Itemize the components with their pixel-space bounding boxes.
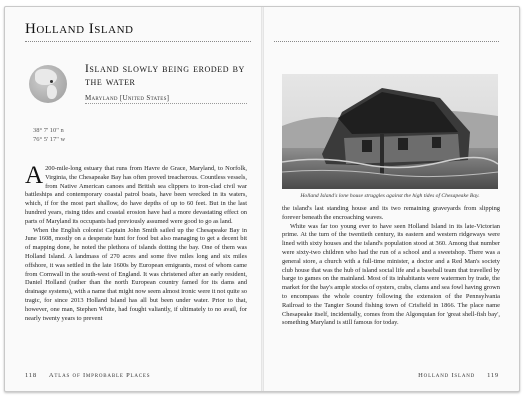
latitude: 38° 7' 10" n (33, 127, 64, 134)
photo-caption: Holland Island's lone house struggles against the high tides of Chesapeake Bay. (300, 193, 480, 199)
globe-locator-map (29, 65, 67, 103)
body-text-right (282, 205, 500, 328)
folio-right (418, 372, 499, 379)
running-head: Atlas of Improbable Places (48, 372, 151, 379)
longitude: 76° 5' 17" w (33, 136, 66, 143)
map-landmass (47, 85, 57, 99)
house-photo-image (282, 74, 498, 189)
place-label: Maryland [United States] (85, 94, 170, 102)
folio-left (25, 372, 150, 379)
title-rule (25, 41, 251, 42)
paragraph: When the English colonist Captain John Smith sailed up the Chesapeake Bay in June 1608, mostly on a desperate hunt for food but also managing to get a decent bit of mapping done, he noted the plethora of islands dotting the bay. One of them was Holland Island. A landmass of 270 acres and some five miles long and six miles offshore, it was settled in the late 1600s by European emigrants, most of whom came from Cornwall in the south-west of England. It was christened after an early resident, Daniel Holland (rather than the north European country famed for its dams and drainage systems), with a name that might now seem almost ironic were it not quite so tragic, for since 2013 Holland Island has all but been under water. Prior to that, however, one man, Stephen White, had fought valiantly, if ultimately to no avail, for nearly twenty years to prevent (25, 226, 247, 322)
subtitle: Island slowly being eroded by the water (85, 63, 245, 88)
paragraph (25, 162, 247, 227)
body-text-left (25, 162, 247, 323)
right-page (264, 7, 519, 391)
paragraph: White was far too young ever to have seen Holland Island in its late-Victorian prime. At the turn of the twentieth century, its eastern and western ridgeways were lined with sixty houses and the island's population stood at 360. Among that number were sixty-two children who had the run of a school and a sweetshop. There was a general store, a church with a full-time minister, a doctor and a Red Man's society club house that was the hub of island social life and a baseball team that travelled by barge to games on the mainland. Most of its inhabitants were watermen by trade, the market for the bay's ample stocks of oysters, crabs, clams and sea fowl having grown to encompass the whole country following the extension of the Pennsylvania Railroad to the Tangier Sound fishing town of Crisfield in 1866. The place name Chesapeake itself, incidentally, comes from the Algonquian for 'great shell-fish bay', something Maryland is still famous for today. (282, 222, 500, 327)
coordinates (33, 126, 65, 144)
drop-cap: A (25, 162, 44, 189)
house-photo (282, 74, 498, 189)
page-number: 119 (487, 372, 499, 379)
chapter-title: Holland Island (25, 21, 134, 37)
running-head: Holland Island (418, 372, 476, 379)
paragraph-text: 200-mile-long estuary that runs from Havre de Grace, Maryland, to Norfolk, Virginia, the Chesapeake Bay has often proved treacherous. Countless vessels, from Native American canoes and British sea clippers to iron-clad civil war battleships and contemporary coastal patrol boats, have been wrecked in its waters, which, if for the most part shallow, do have depths of up to 60 feet. But in the last hundred years, rising tides and coastal erosion have had a more devastating effect on parts of Maryland its occupants had previously assumed were good to go as land. (25, 165, 247, 225)
left-page (5, 7, 261, 391)
map-landmass (35, 69, 57, 85)
paragraph: the island's last standing house and its two remaining graveyards from slipping forever beneath the encroaching waves. (282, 205, 500, 221)
book-spread (4, 6, 520, 392)
subtitle-rule (85, 103, 247, 104)
top-rule (274, 41, 499, 42)
location-dot-icon (50, 80, 53, 83)
page-number: 118 (25, 372, 37, 379)
